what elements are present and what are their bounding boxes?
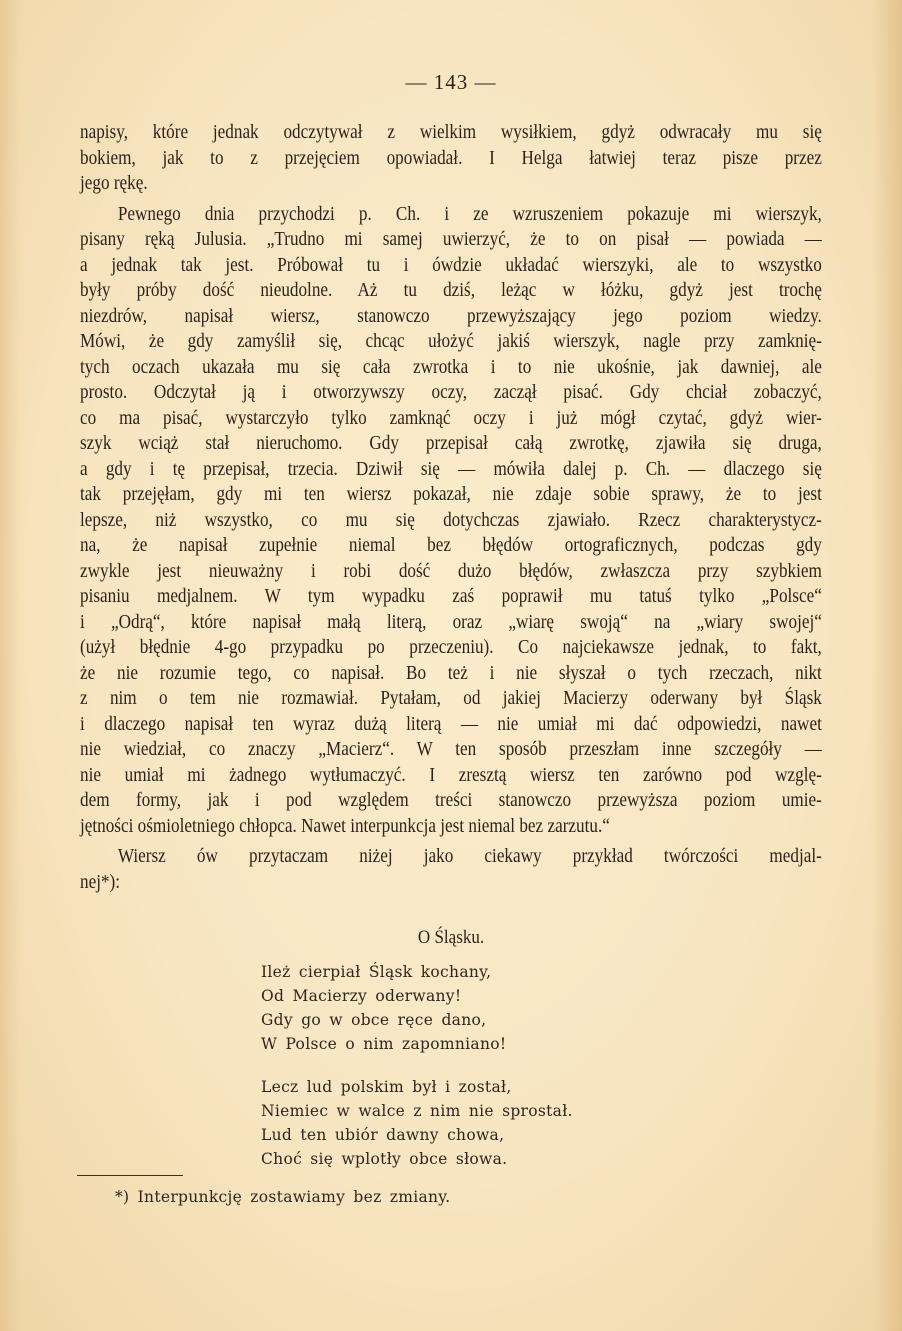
poem-stanza (261, 960, 573, 1056)
poem-verse: Gdy go w obce ręce dano, (261, 1011, 487, 1029)
poem-verse: W Polsce o nim zapomniano! (261, 1035, 507, 1053)
text-line: Wiersz ów przytaczam niżej jako ciekawy przykład twórczości medjal- (117, 846, 822, 867)
text-line: lepsze, niż wszystko, co mu się dotychczas zjawiało. Rzecz charakterystycz- (80, 509, 822, 531)
page-number: — 143 — (405, 70, 497, 94)
text-line: nej*): (80, 871, 121, 893)
text-line: pisaniu medjalnem. W tym wypadku zaś poprawił mu tatuś tylko „Polsce“ (80, 586, 822, 607)
text-line: a gdy i tę przepisał, trzecia. Dziwił się — mówiła dalej p. Ch. — dlaczego się (80, 458, 822, 480)
text-line: niezdrów, napisał wiersz, stanowczo przewyższający jego poziom wiedzy. (80, 305, 822, 327)
text-line: dem formy, jak i pod względem treści stanowczo przewyższa poziom umie- (80, 790, 822, 811)
text-line: Mówi, że gdy zamyślił się, chcąc ułożyć jakiś wierszyk, nagle przy zamknię- (80, 331, 822, 352)
text-line: że nie rozumie tego, co napisał. Bo też i nie słyszał o tych rzeczach, nikt (80, 662, 822, 684)
stanza-gap (261, 1056, 573, 1075)
poem-verse: Ileż cierpiał Śląsk kochany, (261, 963, 492, 981)
body-text (80, 120, 822, 895)
text-line: nie umiał mi żadnego wytłumaczyć. I zresztą wiersz ten zarówno pod wzglę- (80, 764, 822, 786)
text-line: (użył błędnie 4-go przypadku po przeczeniu). Co najciekawsze jednak, to fakt, (80, 637, 822, 658)
poem-verse: Lud ten ubiór dawny chowa, (261, 1126, 505, 1144)
poem-verse: Od Macierzy oderwany! (261, 987, 462, 1005)
text-line: Pewnego dnia przychodzi p. Ch. i ze wzruszeniem pokazuje mi wierszyk, (117, 203, 822, 225)
poem-verse: Lecz lud polskim był i został, (261, 1078, 512, 1096)
poem-verse: Choć się wplotły obce słowa. (261, 1150, 508, 1168)
text-line: z nim o tem nie rozmawiał. Pytałam, od jakiej Macierzy oderwany był Śląsk (80, 688, 822, 709)
text-line: szyk wciąż stał nieruchomo. Gdy przepisał całą zwrotkę, zjawiła się druga, (80, 433, 822, 454)
footnote-rule (77, 1175, 183, 1176)
text-line: były próby dość nieudolne. Aż tu dziś, leżąc w łóżku, gdyż jest trochę (80, 280, 822, 301)
text-line: napisy, które jednak odczytywał z wielkim wysiłkiem, gdyż odwracały mu się (80, 122, 822, 143)
text-line: pisany ręką Julusia. „Trudno mi samej uwierzyć, że to on pisał — powiada — (80, 229, 822, 250)
poem (261, 960, 573, 1171)
text-line: jego rękę. (80, 173, 148, 194)
text-line: i dlaczego napisał ten wyraz dużą literą — nie umiał mi dać odpowiedzi, nawet (80, 713, 822, 735)
page-edge-left (0, 0, 22, 1331)
poem-stanza (261, 1075, 573, 1171)
page-edge-right (872, 0, 902, 1331)
text-line: tych oczach ukazała mu się cała zwrotka i to nie ukośnie, jak dawniej, ale (80, 356, 822, 378)
text-line: i „Odrą“, które napisał małą literą, oraz „wiarę swoją“ na „wiary swojej“ (80, 611, 822, 633)
footnote: *) Interpunkcję zostawiamy bez zmiany. (115, 1188, 451, 1206)
text-line: nie wiedział, co znaczy „Macierz“. W ten sposób przeszłam inne szczegóły — (80, 739, 822, 760)
text-line: tak przejęłam, gdy mi ten wiersz pokazał, nie zdaje sobie sprawy, że to jest (80, 484, 822, 505)
text-line: co ma pisać, wystarczyło tylko zamknąć oczy i już mógł czytać, gdyż wier- (80, 407, 822, 429)
text-line: zwykle jest nieuważny i robi dość dużo błędów, zwłaszcza przy szybkiem (80, 560, 822, 582)
text-line: na, że napisał zupełnie niemal bez błędów ortograficznych, podczas gdy (80, 535, 822, 556)
text-line: a jednak tak jest. Próbował tu i ówdzie układać wierszyki, ale to wszystko (80, 254, 822, 276)
text-line: bokiem, jak to z przejęciem opowiadał. I Helga łatwiej teraz pisze przez (80, 147, 822, 169)
poem-verse: Niemiec w walce z nim nie sprostał. (261, 1102, 573, 1120)
text-line: prosto. Odczytał ją i otworzywszy oczy, zaczął pisać. Gdy chciał zobaczyć, (80, 382, 822, 403)
poem-title: O Śląsku. (417, 928, 485, 948)
text-line: jętności ośmioletniego chłopca. Nawet interpunkcja jest niemal bez zarzutu.“ (80, 815, 610, 837)
